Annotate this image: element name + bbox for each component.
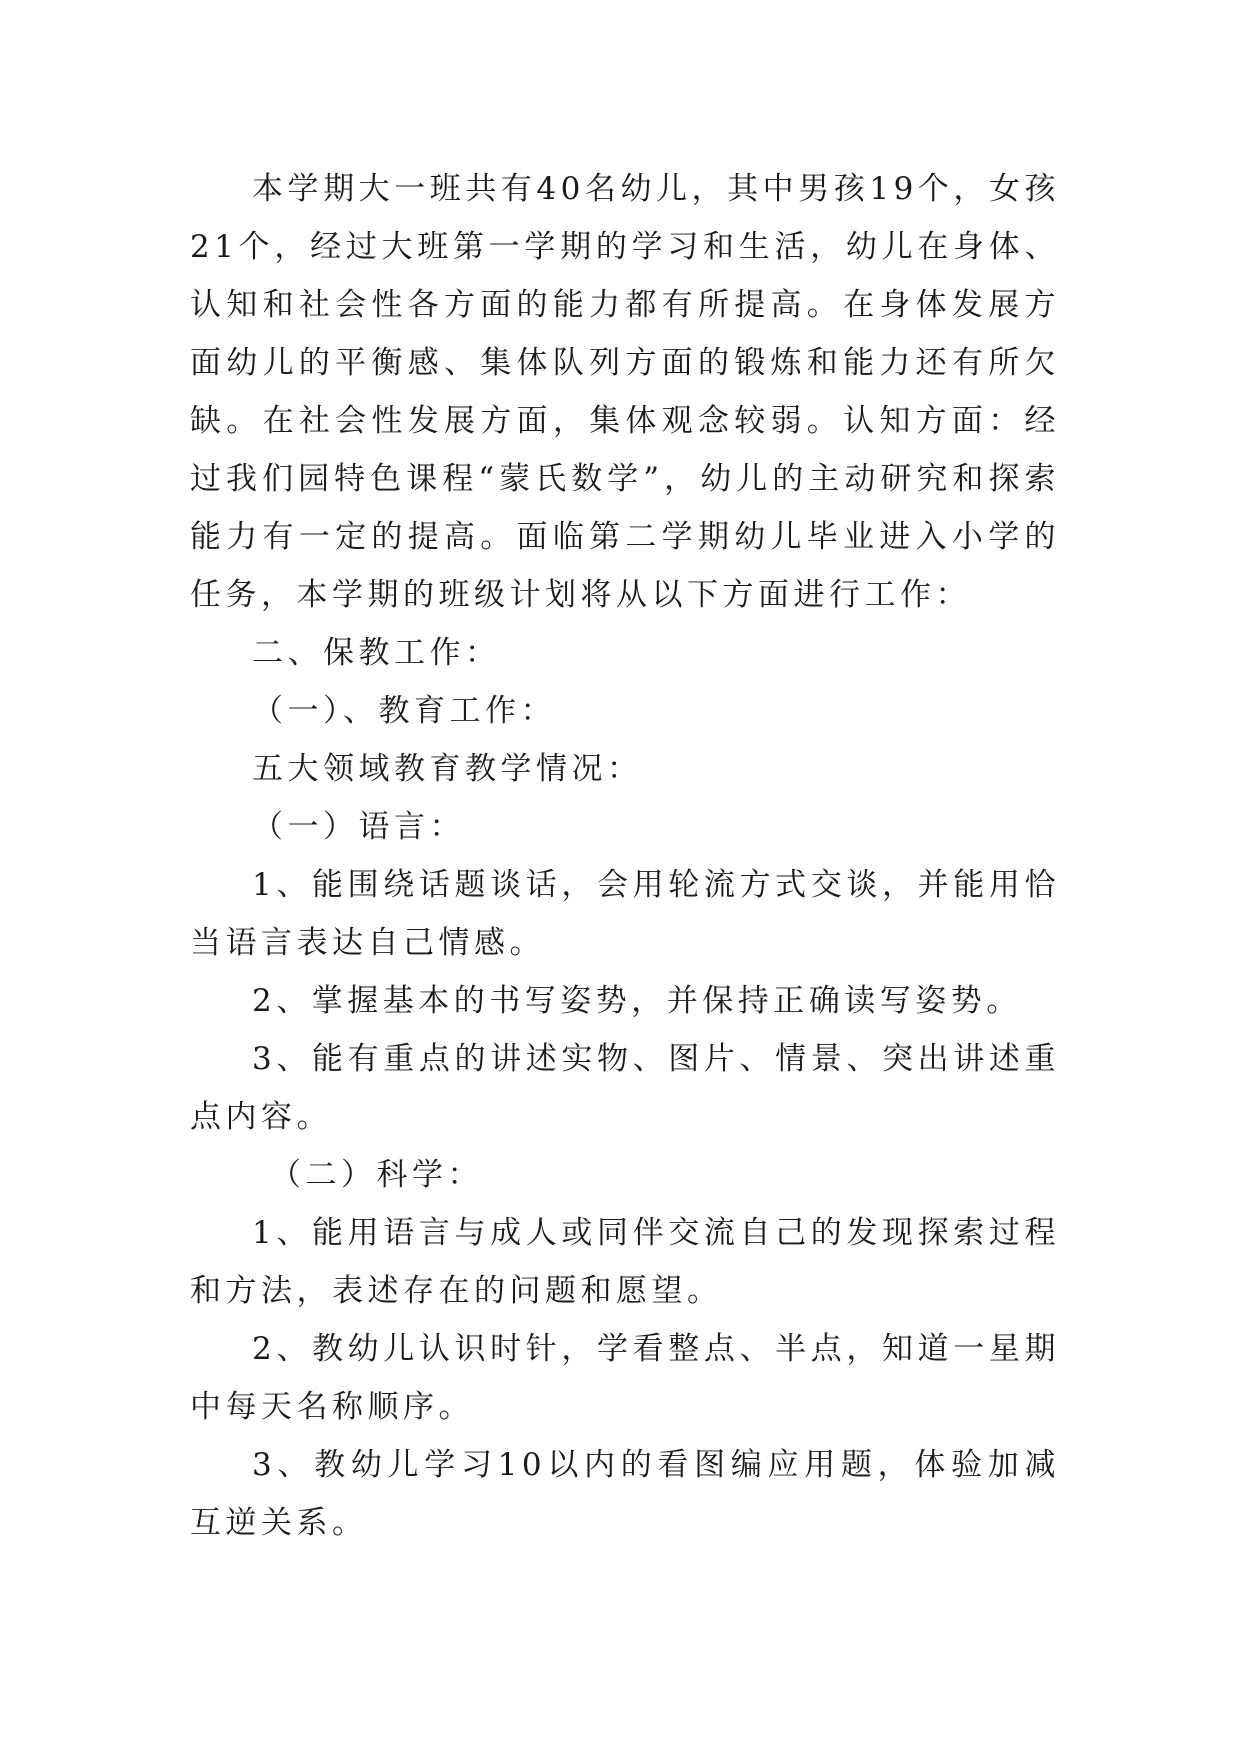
- paragraph-five-domains: 五大领域教育教学情况：: [252, 751, 643, 787]
- subsection-heading-education-work: （一）、教育工作：: [252, 693, 556, 729]
- list-item-science-3: 3、教幼儿学习10以内的看图编应用题，体验加减互逆关系。: [190, 1447, 1060, 1541]
- list-item-science-1: 1、能用语言与成人或同伴交流自己的发现探索过程和方法，表述存在的问题和愿望。: [190, 1215, 1060, 1309]
- subsection-heading-language: （一）语言：: [252, 809, 465, 845]
- intro-paragraph: 本学期大一班共有40名幼儿，其中男孩19个，女孩21个，经过大班第一学期的学习和生活，幼儿在身体、认知和社会性各方面的能力都有所提高。在身体发展方面幼儿的平衡感、集体队列方面的锻炼和能力还有所欠缺。在社会性发展方面，集体观念较弱。认知方面：经过我们园特色课程“蒙氏数学”，幼儿的主动研究和探索能力有一定的提高。面临第二学期幼儿毕业进入小学的任务，本学期的班级计划将从以下方面进行工作：: [190, 171, 1060, 613]
- subsection-heading-science: （二）科学：: [270, 1157, 483, 1193]
- list-item-language-2: 2、掌握基本的书写姿势，并保持正确读写姿势。: [252, 983, 1022, 1019]
- list-item-language-1: 1、能围绕话题谈话，会用轮流方式交谈，并能用恰当语言表达自己情感。: [190, 867, 1060, 961]
- list-item-science-2: 2、教幼儿认识时针，学看整点、半点，知道一星期中每天名称顺序。: [190, 1331, 1060, 1425]
- list-item-language-3: 3、能有重点的讲述实物、图片、情景、突出讲述重点内容。: [190, 1041, 1060, 1135]
- document-body: [190, 160, 1060, 1552]
- section-heading-care-education: 二、保教工作：: [252, 635, 501, 671]
